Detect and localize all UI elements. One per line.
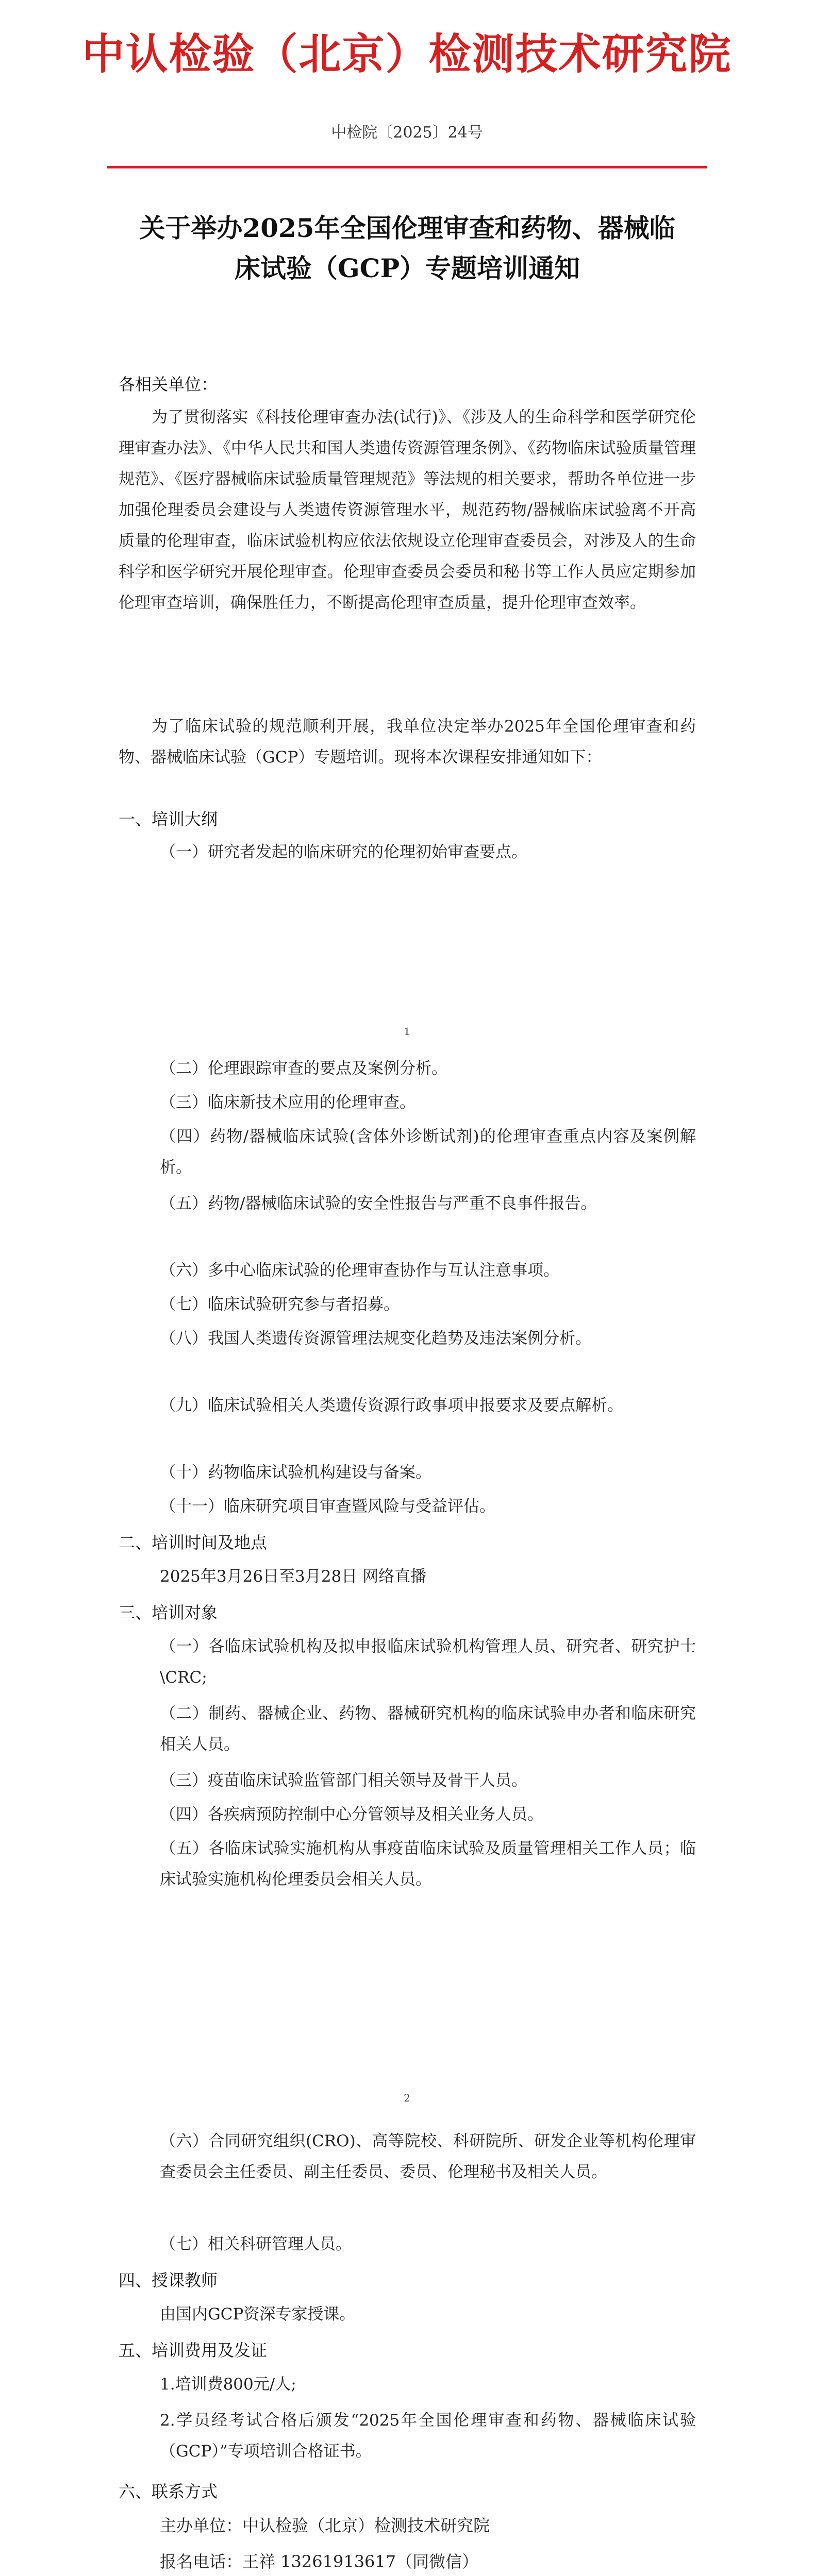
section-heading-teachers: 四、授课教师 [119, 2270, 218, 2290]
section-heading-outline: 一、培训大纲 [119, 809, 218, 829]
audience-item: （七）相关科研管理人员。 [160, 2235, 352, 2253]
audience-item: （三）疫苗临床试验监管部门相关领导及骨干人员。 [160, 1771, 527, 1790]
teachers-detail: 由国内GCP资深专家授课。 [160, 2305, 356, 2324]
outline-item: （二）伦理跟踪审查的要点及案例分析。 [160, 1059, 447, 1078]
intro-paragraph-1: 为了贯彻落实《科技伦理审查办法(试行)》、《涉及人的生命科学和医学研究伦理审查办法》、《中华人民共和国人类遗传资源管理条例》、《药物临床试验质量管理规范》、《医疗器械临床试验质量管理规范》等法规的相关要求，帮助各单位进一步加强伦理委员会建设与人类遗传资源管理水平，规范药物/器械临床试验离不开高质量的伦理审查，临床试验机构应依法依规设立伦理审查委员会，对涉及人的生命科学和医学研究开展伦理审查。伦理审查委员会委员和秘书等工作人员应定期参加伦理审查培训，确保胜任力，不断提高伦理审查质量，提升伦理审查效率。 [119, 408, 696, 612]
intro-paragraph-2: 为了临床试验的规范顺利开展，我单位决定举办2025年全国伦理审查和药物、器械临床试验（GCP）专题培训。现将本次课程安排通知如下： [119, 717, 696, 767]
outline-item: （八）我国人类遗传资源管理法规变化趋势及违法案例分析。 [160, 1329, 591, 1348]
notice-title [119, 208, 696, 289]
outline-item: （九）临床试验相关人类遗传资源行政事项申报要求及要点解析。 [160, 1396, 623, 1415]
outline-item: （六）多中心临床试验的伦理审查协作与互认注意事项。 [160, 1261, 559, 1280]
section-heading-audience: 三、培训对象 [119, 1603, 218, 1622]
contact-organizer: 主办单位：中认检验（北京）检测技术研究院 [160, 2516, 490, 2535]
outline-item: （五）药物/器械临床试验的安全性报告与严重不良事件报告。 [160, 1194, 597, 1213]
section-heading-time: 二、培训时间及地点 [119, 1533, 268, 1552]
audience-item: （四）各疾病预防控制中心分管领导及相关业务人员。 [160, 1805, 543, 1824]
greeting: 各相关单位： [119, 375, 218, 394]
audience-item: （二）制药、器械企业、药物、器械研究机构的临床试验申办者和临床研究相关人员。 [160, 1704, 696, 1754]
outline-item: （三）临床新技术应用的伦理审查。 [160, 1093, 416, 1112]
outline-item: （七）临床试验研究参与者招募。 [160, 1295, 400, 1314]
audience-item: （一）各临床试验机构及拟申报临床试验机构管理人员、研究者、研究护士\CRC; [160, 1637, 696, 1687]
outline-item: （十一）临床研究项目审查暨风险与受益评估。 [160, 1497, 495, 1516]
doc-number: 中检院〔2025〕24号 [331, 124, 483, 142]
page-number: 2 [404, 2092, 410, 2104]
page-number: 1 [404, 1025, 410, 1038]
org-title: 中认检验（北京）检测技术研究院 [82, 30, 732, 79]
contact-phone: 报名电话：王祥 13261913617（同微信） [160, 2552, 479, 2571]
red-divider [107, 166, 707, 168]
time-location: 2025年3月26日至3月28日 网络直播 [160, 1567, 427, 1586]
section-heading-fees: 五、培训费用及发证 [119, 2341, 268, 2360]
audience-item: （五）各临床试验实施机构从事疫苗临床试验及质量管理相关工作人员；临床试验实施机构伦理委员会相关人员。 [160, 1839, 696, 1889]
audience-item: （六）合同研究组织(CRO)、高等院校、科研院所、研发企业等机构伦理审查委员会主任委员、副主任委员、委员、伦理秘书及相关人员。 [160, 2132, 696, 2181]
fee-item: 1.培训费800元/人; [160, 2375, 296, 2394]
title-line-2: 床试验（GCP）专题培训通知 [234, 253, 580, 283]
outline-item: （十）药物临床试验机构建设与备案。 [160, 1463, 431, 1482]
title-line-1: 关于举办2025年全国伦理审查和药物、器械临 [139, 213, 675, 243]
fee-item: 2.学员经考试合格后颁发“2025年全国伦理审查和药物、器械临床试验（GCP）”专项培训合格证书。 [160, 2411, 696, 2461]
outline-item: （一）研究者发起的临床研究的伦理初始审查要点。 [160, 843, 527, 861]
outline-item: （四）药物/器械临床试验(含体外诊断试剂)的伦理审查重点内容及案例解析。 [160, 1127, 696, 1177]
section-heading-contact: 六、联系方式 [119, 2482, 218, 2501]
